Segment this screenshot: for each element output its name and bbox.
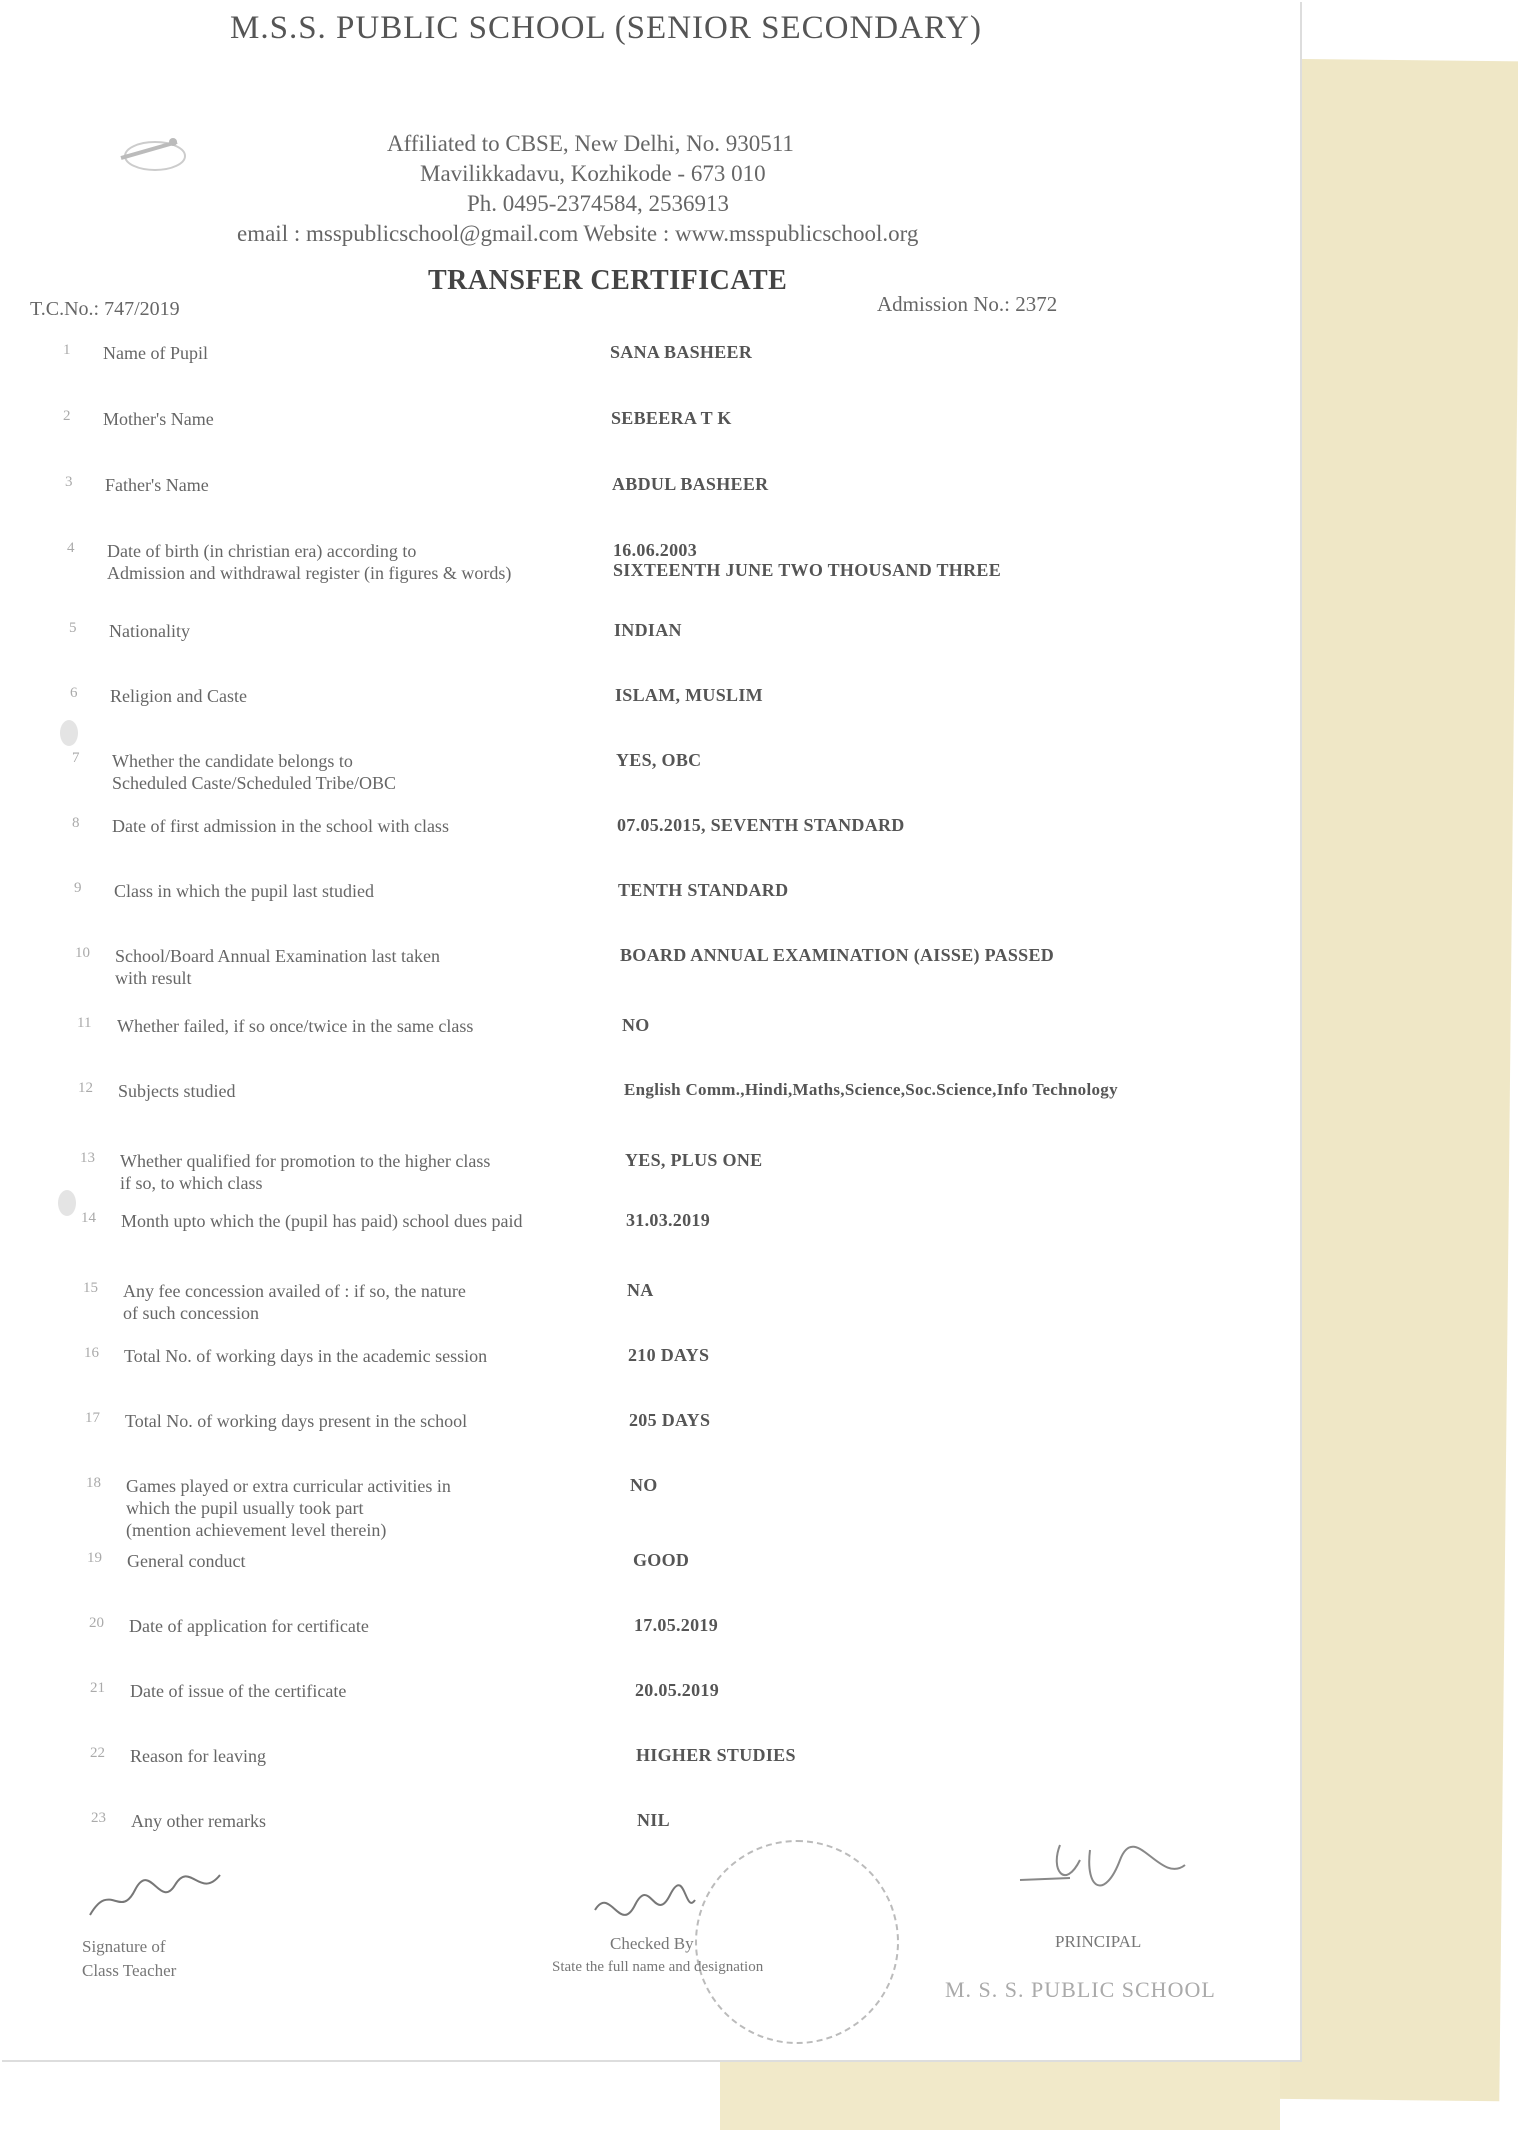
field-number: 4 xyxy=(67,540,75,556)
field-number: 19 xyxy=(87,1550,102,1566)
field-label: Date of first admission in the school with class xyxy=(112,816,449,836)
field-label: Class in which the pupil last studied xyxy=(114,881,374,901)
field-number: 14 xyxy=(81,1210,96,1226)
field-label: Name of Pupil xyxy=(103,343,208,363)
field-value: SEBEERA T K xyxy=(611,408,732,428)
tc-number: T.C.No.: 747/2019 xyxy=(30,298,180,320)
field-label: Date of issue of the certificate xyxy=(130,1681,347,1701)
field-number: 22 xyxy=(90,1745,105,1761)
principal-label: PRINCIPAL xyxy=(1055,1932,1142,1951)
field-label: Mother's Name xyxy=(103,409,214,429)
field-value: YES, PLUS ONE xyxy=(625,1150,763,1170)
punch-hole xyxy=(58,1190,76,1216)
field-label: Religion and Caste xyxy=(110,686,247,706)
field-value: 205 DAYS xyxy=(629,1410,711,1430)
field-number: 18 xyxy=(86,1475,101,1491)
field-label: Date of birth (in christian era) according to Admission and withdrawal register (in figures & words) xyxy=(107,541,512,583)
field-value: English Comm.,Hindi,Maths,Science,Soc.Science,Info Technology xyxy=(624,1080,1118,1099)
field-label: Father's Name xyxy=(105,475,209,495)
school-affiliation: Affiliated to CBSE, New Delhi, No. 930511 xyxy=(387,131,794,156)
field-number: 10 xyxy=(75,945,90,961)
field-value: SANA BASHEER xyxy=(610,342,753,362)
field-label: Whether the candidate belongs to Scheduled Caste/Scheduled Tribe/OBC xyxy=(112,751,396,793)
checked-by-label: Checked By xyxy=(610,1934,694,1953)
field-value: 16.06.2003 SIXTEENTH JUNE TWO THOUSAND THREE xyxy=(613,540,1002,580)
field-number: 3 xyxy=(65,474,73,490)
field-value: HIGHER STUDIES xyxy=(636,1745,796,1765)
school-name: M.S.S. PUBLIC SCHOOL (SENIOR SECONDARY) xyxy=(230,10,982,46)
field-number: 6 xyxy=(70,685,78,701)
checked-by-signature xyxy=(590,1880,700,1940)
school-address: Mavilikkadavu, Kozhikode - 673 010 xyxy=(420,161,766,186)
field-number: 5 xyxy=(69,620,77,636)
field-value: BOARD ANNUAL EXAMINATION (AISSE) PASSED xyxy=(620,945,1055,965)
certificate-title: TRANSFER CERTIFICATE xyxy=(428,265,788,296)
field-number: 12 xyxy=(78,1080,93,1096)
field-label: Whether failed, if so once/twice in the same class xyxy=(117,1016,474,1036)
field-label: Total No. of working days in the academic session xyxy=(124,1346,488,1366)
school-phone: Ph. 0495-2374584, 2536913 xyxy=(467,191,729,216)
field-number: 1 xyxy=(63,342,71,358)
field-value: 210 DAYS xyxy=(628,1345,710,1365)
field-number: 7 xyxy=(72,750,80,766)
field-value: NO xyxy=(622,1015,650,1035)
field-value: NO xyxy=(630,1475,658,1495)
field-value: YES, OBC xyxy=(616,750,702,770)
field-label: General conduct xyxy=(127,1551,246,1571)
class-teacher-signature xyxy=(80,1860,230,1930)
field-value: ISLAM, MUSLIM xyxy=(615,685,763,705)
field-label: Subjects studied xyxy=(118,1081,236,1101)
school-contact: email : msspublicschool@gmail.com Website : www.msspublicschool.org xyxy=(237,221,919,246)
field-number: 2 xyxy=(63,408,71,424)
field-number: 16 xyxy=(84,1345,99,1361)
field-label: Nationality xyxy=(109,621,190,641)
principal-signature xyxy=(1010,1830,1200,1910)
field-number: 20 xyxy=(89,1615,104,1631)
principal-seal: M. S. S. PUBLIC SCHOOL xyxy=(945,1977,1216,2002)
field-value: INDIAN xyxy=(614,620,682,640)
field-value: ABDUL BASHEER xyxy=(612,474,769,494)
class-teacher-label: Signature of Class Teacher xyxy=(82,1937,177,1980)
field-label: Whether qualified for promotion to the higher class if so, to which class xyxy=(120,1151,491,1193)
field-label: Total No. of working days present in the school xyxy=(125,1411,468,1431)
field-number: 9 xyxy=(74,880,82,896)
field-value: 07.05.2015, SEVENTH STANDARD xyxy=(617,815,905,835)
field-number: 17 xyxy=(85,1410,100,1426)
field-value: GOOD xyxy=(633,1550,690,1570)
field-value: 20.05.2019 xyxy=(635,1680,719,1700)
field-number: 15 xyxy=(83,1280,98,1296)
field-value: TENTH STANDARD xyxy=(618,880,789,900)
admission-number: Admission No.: 2372 xyxy=(877,292,1058,316)
punch-hole xyxy=(60,720,78,746)
field-number: 11 xyxy=(77,1015,92,1031)
field-number: 8 xyxy=(72,815,80,831)
school-stamp xyxy=(695,1840,899,2044)
field-label: School/Board Annual Examination last taken with result xyxy=(115,946,440,988)
school-logo-icon xyxy=(115,128,195,178)
field-label: Any other remarks xyxy=(131,1811,266,1831)
field-value: 17.05.2019 xyxy=(634,1615,718,1635)
field-label: Date of application for certificate xyxy=(129,1616,369,1636)
field-number: 21 xyxy=(90,1680,105,1696)
field-label: Any fee concession availed of : if so, the nature of such concession xyxy=(123,1281,466,1323)
field-label: Reason for leaving xyxy=(130,1746,266,1766)
field-value: NIL xyxy=(637,1810,670,1830)
field-number: 13 xyxy=(80,1150,95,1166)
field-number: 23 xyxy=(91,1810,106,1826)
field-label: Games played or extra curricular activities in which the pupil usually took part (mention achievement level therein) xyxy=(126,1476,451,1540)
field-value: NA xyxy=(627,1280,654,1300)
field-label: Month upto which the (pupil has paid) school dues paid xyxy=(121,1211,523,1231)
field-value: 31.03.2019 xyxy=(626,1210,710,1230)
checked-by-note: State the full name and designation xyxy=(552,1959,764,1975)
